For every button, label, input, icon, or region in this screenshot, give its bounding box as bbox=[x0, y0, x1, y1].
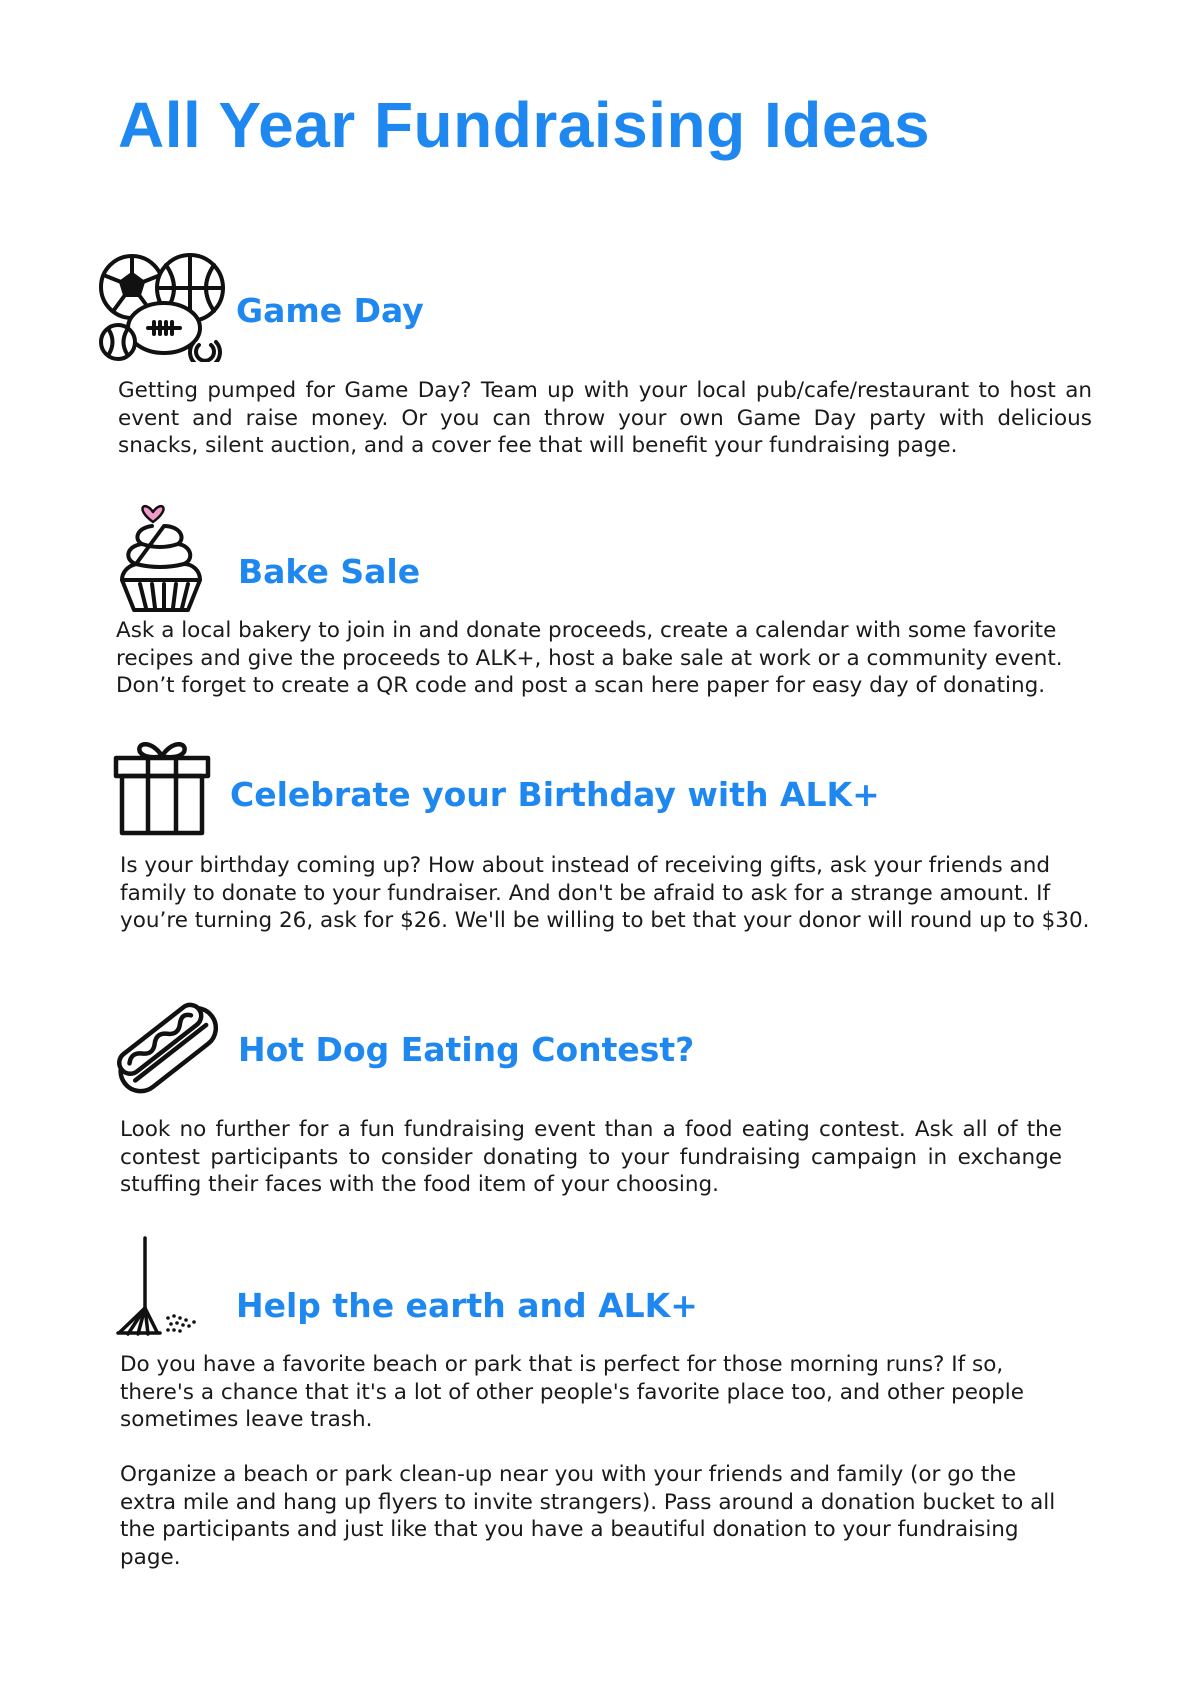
section-paragraph: Ask a local bakery to join in and donate proceeds, create a calendar with some favorite recipes and give the proceeds to ALK+, host a bake sale at work or a community event. Don’t forget to create a QR code and post a scan here paper for easy day of donating. bbox=[116, 618, 1063, 698]
section-heading: Bake Sale bbox=[238, 552, 421, 591]
section-paragraph: Is your birthday coming up? How about instead of receiving gifts, ask your friends and family to donate to your fundraiser. And don't be afraid to ask for a strange amount. If you’re turning 26, ask for $26. We'll be willing to bet that your donor will round up to $30. bbox=[120, 853, 1090, 933]
section-paragraph: Organize a beach or park clean-up near you with your friends and family (or go the extra mile and hang up flyers to invite strangers). Pass around a donation bucket to all the participants and just like that you have a beautiful donation to your fundraising page. bbox=[120, 1462, 1056, 1570]
section-heading: Help the earth and ALK+ bbox=[236, 1286, 698, 1325]
section-paragraph: Look no further for a fun fundraising event than a food eating contest. Ask all of the contest participants to consider donating to your fundraising campaign in exchange stuffing their faces with the food item of your choosing. bbox=[120, 1117, 1062, 1197]
section-heading: Game Day bbox=[236, 291, 424, 330]
cupcake-icon bbox=[114, 498, 208, 612]
section-heading: Celebrate your Birthday with ALK+ bbox=[230, 775, 880, 814]
broom-icon bbox=[112, 1236, 204, 1336]
page-title: All Year Fundraising Ideas bbox=[118, 89, 931, 161]
section-heading: Hot Dog Eating Contest? bbox=[238, 1030, 695, 1069]
gift-box-icon bbox=[112, 736, 212, 836]
section-paragraph: Do you have a favorite beach or park that is perfect for those morning runs? If so, there's a chance that it's a lot of other people's favorite place too, and other people sometimes leave trash. bbox=[120, 1352, 1024, 1432]
hot-dog-icon bbox=[112, 996, 222, 1100]
section-paragraph: Getting pumped for Game Day? Team up with your local pub/cafe/restaurant to host an event and raise money. Or you can throw your own Game Day party with delicious snacks, silent auction, and a cover fee that will benefit your fundraising page. bbox=[118, 378, 1092, 458]
sports-balls-icon bbox=[98, 250, 228, 362]
